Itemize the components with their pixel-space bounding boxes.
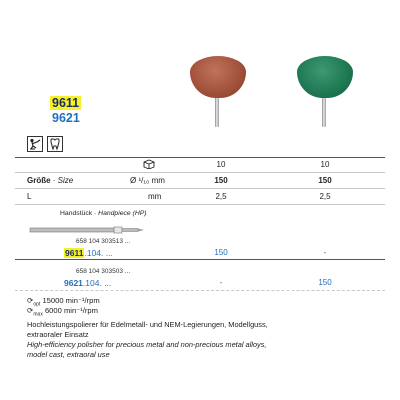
order-2-col-1: - xyxy=(219,278,223,287)
tooth-crown-icon xyxy=(47,136,63,152)
product-code-9621: 9621 xyxy=(52,111,80,125)
description-en-line2: model cast, extraoral use xyxy=(27,350,110,359)
reference-number-1: 658 104 303513 ... xyxy=(76,238,131,245)
length-col-1: 2,5 xyxy=(215,192,227,201)
description-de-line1: Hochleistungspolierer für Edelmetall- und NEM-Legierungen, Modellguss, xyxy=(27,320,268,329)
order-1-col-1: 150 xyxy=(214,248,228,257)
qty-col-1: 10 xyxy=(216,160,226,169)
rpm-icon: $⟳_{opt}$ xyxy=(27,296,41,308)
size-unit: Ø ¹/₁₀ mm xyxy=(130,176,165,185)
size-col-1: 150 xyxy=(214,176,228,185)
description-en-line1: High-efficiency polisher for precious metal and non-precious metal alloys, xyxy=(27,340,267,349)
reference-number-2: 658 104 303503 ... xyxy=(76,268,131,275)
rpm-max-icon: $⟳_{max}$ xyxy=(27,306,43,318)
handpiece-label: Handstück · Handpiece (HP) xyxy=(60,210,147,217)
length-unit: mm xyxy=(148,192,162,201)
order-number-9621: 9621.104. ... xyxy=(64,278,112,288)
description-de-line2: extraoraler Einsatz xyxy=(27,330,89,339)
order-2-col-2: 150 xyxy=(318,278,332,287)
product-code-9611: 9611 xyxy=(52,96,80,110)
order-number-9611: 9611.104. ... xyxy=(65,248,113,258)
speed-maximum: $⟳_{max}$ 6000 min⁻¹/rpm xyxy=(27,306,98,318)
length-col-2: 2,5 xyxy=(319,192,331,201)
length-label: L xyxy=(27,192,32,201)
qty-col-2: 10 xyxy=(320,160,330,169)
package-icon xyxy=(143,159,155,171)
size-label: Größe · Size xyxy=(27,176,74,185)
speed-optimal: $⟳_{opt}$ 15000 min⁻¹/rpm xyxy=(27,296,100,308)
polishing-usage-icon xyxy=(27,136,43,152)
order-1-col-2: - xyxy=(323,248,327,257)
size-col-2: 150 xyxy=(318,176,332,185)
